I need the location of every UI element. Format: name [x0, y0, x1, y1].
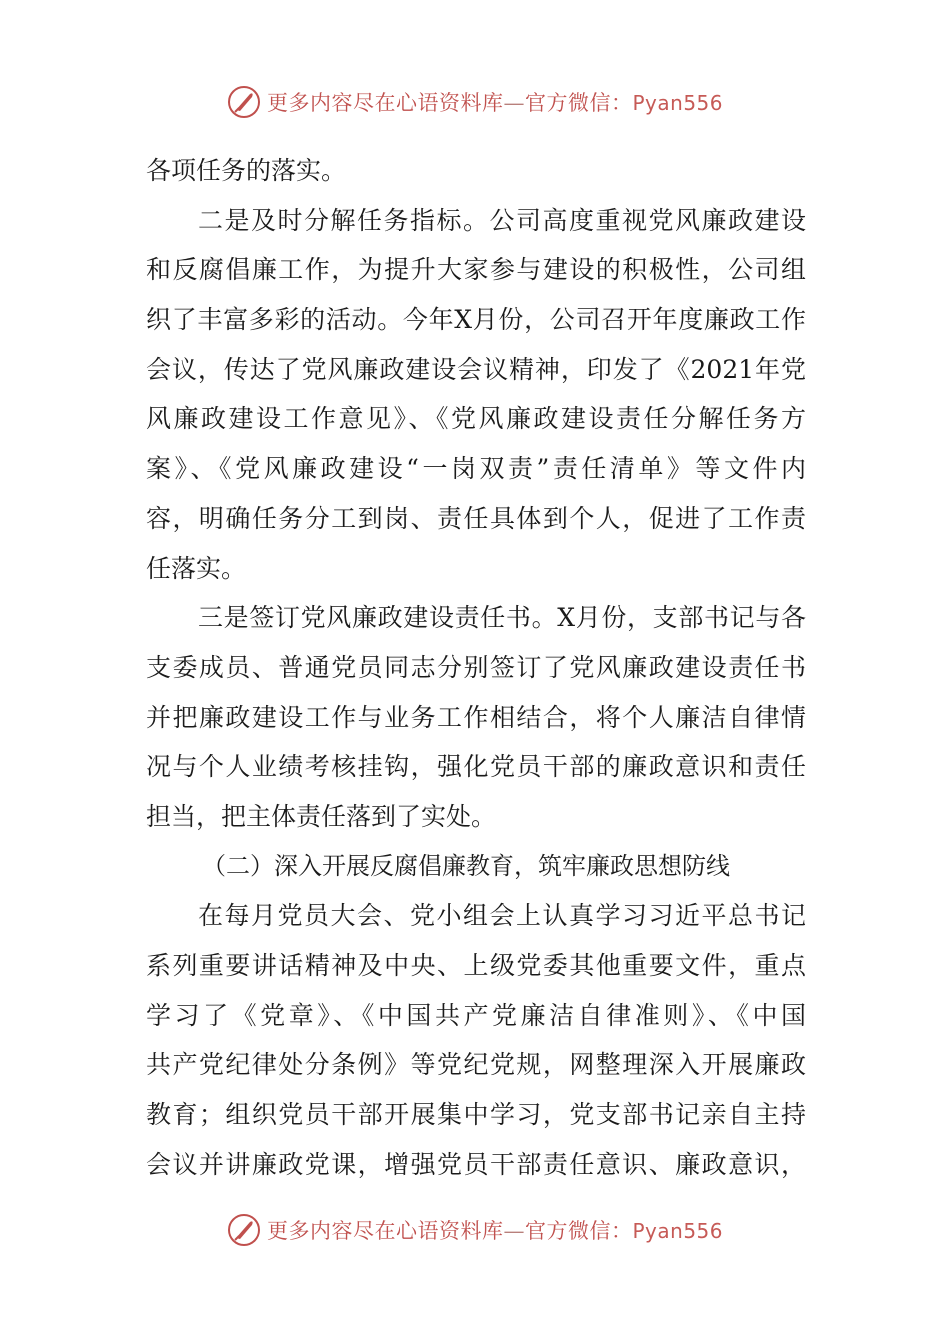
watermark-text: [267, 87, 723, 117]
paragraph-continuation: [146, 146, 806, 196]
watermark-separator: —: [503, 91, 525, 115]
watermark-separator: —: [503, 1219, 525, 1243]
watermark-title: 更多内容尽在心语资料库: [266, 91, 504, 115]
text-line: 任落实。: [146, 553, 247, 583]
document-body: [146, 146, 806, 1189]
watermark-text: [267, 1215, 723, 1245]
text-line: 会议并讲廉政党课，增强党员干部责任意识、廉政意识，: [146, 1149, 806, 1179]
text-line: 支委成员、普通党员同志分别签订了党风廉政建设责任书: [146, 652, 806, 682]
text-line: 并把廉政建设工作与业务工作相结合，将个人廉洁自律情: [146, 702, 806, 732]
watermark-title: 更多内容尽在心语资料库: [266, 1219, 504, 1243]
text-line: 在每月党员大会、党小组会上认真学习习近平总书记: [198, 901, 806, 931]
quill-logo-icon: [227, 1213, 261, 1247]
section-heading: [146, 842, 806, 892]
text-line: 三是签订党风廉政建设责任书。X月份，支部书记与各: [198, 603, 806, 633]
quill-logo-icon: [227, 85, 261, 119]
paragraph-task-breakdown: [146, 196, 806, 594]
heading-text: （二）深入开展反腐倡廉教育，筑牢廉政思想防线: [202, 851, 730, 880]
text-line: 案》、《党风廉政建设“一岗双责”责任清单》等文件内: [146, 454, 806, 484]
watermark-banner-top: [0, 80, 950, 124]
text-line: 二是及时分解任务指标。公司高度重视党风廉政建设: [198, 205, 806, 235]
text-line: 容，明确任务分工到岗、责任具体到个人，促进了工作责: [146, 503, 806, 533]
text-line: 担当，把主体责任落到了实处。: [146, 801, 497, 831]
text-line: 教育；组织党员干部开展集中学习，党支部书记亲自主持: [146, 1100, 806, 1130]
watermark-contact: 官方微信：: [524, 91, 633, 115]
text-line: 风廉政建设工作意见》、《党风廉政建设责任分解任务方: [146, 404, 806, 434]
text-line: 系列重要讲话精神及中央、上级党委其他重要文件，重点: [146, 951, 806, 980]
watermark-banner-bottom: [0, 1208, 950, 1252]
watermark-id: Pyan556: [632, 91, 723, 115]
paragraph-responsibility-letter: [146, 593, 806, 841]
text-line: 共产党纪律处分条例》等党纪党规，网整理深入开展廉政: [146, 1050, 806, 1080]
text-line: 和反腐倡廉工作，为提升大家参与建设的积极性，公司组: [146, 255, 806, 285]
watermark-contact: 官方微信：: [524, 1219, 633, 1243]
text-line: 学习了《党章》、《中国共产党廉洁自律准则》、《中国: [146, 1000, 806, 1030]
text-line: 各项任务的落实。: [146, 156, 347, 185]
watermark-id: Pyan556: [632, 1219, 723, 1243]
text-line: 织了丰富多彩的活动。今年X月份，公司召开年度廉政工作: [146, 305, 806, 335]
paragraph-education: [146, 891, 806, 1189]
text-line: 况与个人业绩考核挂钩，强化党员干部的廉政意识和责任: [146, 752, 806, 782]
text-line: 会议，传达了党风廉政建设会议精神，印发了《2021年党: [146, 354, 806, 384]
